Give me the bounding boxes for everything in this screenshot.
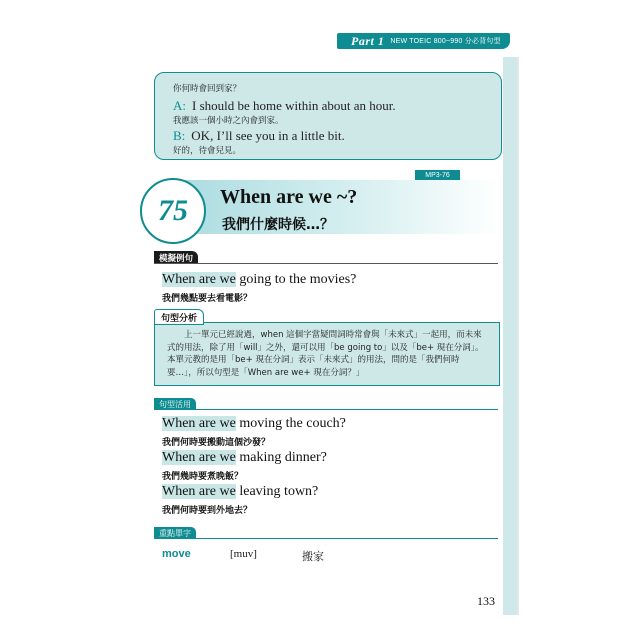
model-sentence-zh: 我們幾點要去看電影？: [162, 294, 253, 304]
usage-item-2-en: [162, 450, 327, 466]
analysis-label: 句型分析: [154, 309, 204, 325]
model-sentence-rule: [154, 263, 498, 264]
lesson-number: 75: [158, 194, 188, 227]
usage-item-1-en: [162, 416, 346, 432]
analysis-text: 上一單元已經說過，when 這個字當疑問詞時常會與「未來式」一起用，而未來式的用法，除了用「will」之外，還可以用「be going to」以及「be+ 現在分詞」。本單元教的是用「be+ 現在分詞」表示「未來式」的用法，問的是「我們何時要…」，所以句型是「When are we+ 現在分詞？」: [167, 330, 484, 378]
vocabulary-label: 重點單字: [154, 527, 196, 539]
usage-item-3-zh: 我們何時要到外地去？: [162, 506, 253, 516]
speaker-b: B:: [173, 128, 186, 143]
usage-item-3-rest: leaving town?: [235, 484, 319, 499]
page-number: 133: [477, 594, 495, 608]
pattern-highlight: When are we: [162, 450, 236, 465]
part-subtitle: NEW TOEIC 800~990 分必背句型: [390, 38, 501, 45]
usage-item-1-zh: 我們何時要搬動這個沙發？: [162, 438, 271, 448]
dialog-line-0-zh: 你何時會回到家？: [173, 84, 242, 94]
mp3-track-badge: MP3-76: [415, 170, 460, 180]
part-label: Part 1: [351, 33, 385, 48]
vocab-meaning: 搬家: [302, 550, 324, 563]
dialog-line-2-en: OK, I’ll see you in a little bit.: [191, 128, 345, 143]
vocab-word: move: [162, 548, 191, 560]
model-sentence-label: 模擬例句: [154, 251, 198, 264]
usage-rule: [154, 409, 498, 410]
pattern-highlight: When are we: [162, 272, 236, 287]
lesson-number-circle: [140, 178, 206, 244]
part-header: [337, 33, 510, 49]
dialog-box: [154, 72, 502, 160]
usage-item-2-zh: 我們幾時要煮晚飯？: [162, 472, 244, 482]
page-edge: [517, 57, 519, 615]
speaker-a: A:: [173, 98, 186, 113]
usage-label: 句型活用: [154, 398, 196, 410]
pattern-highlight: When are we: [162, 416, 236, 431]
dialog-line-1: [173, 97, 396, 115]
analysis-box: [154, 322, 500, 386]
usage-item-3-en: [162, 484, 318, 500]
vocab-phonetic: [muv]: [230, 548, 257, 560]
dialog-line-2-zh: 好的，待會兒見。: [173, 146, 242, 156]
pattern-highlight: When are we: [162, 484, 236, 499]
lesson-title-en: When are we ~?: [220, 186, 358, 208]
model-sentence-rest: going to the movies?: [235, 272, 357, 287]
page-side-strip: [503, 57, 517, 615]
dialog-line-2: [173, 127, 345, 145]
model-sentence-en: [162, 272, 356, 288]
vocabulary-rule: [154, 538, 498, 539]
lesson-title-zh: 我們什麼時候…？: [222, 217, 334, 233]
dialog-line-1-en: I should be home within about an hour.: [192, 98, 396, 113]
usage-item-1-rest: moving the couch?: [235, 416, 346, 431]
dialog-line-1-zh: 我應該一個小時之內會到家。: [173, 116, 284, 126]
usage-item-2-rest: making dinner?: [235, 450, 327, 465]
